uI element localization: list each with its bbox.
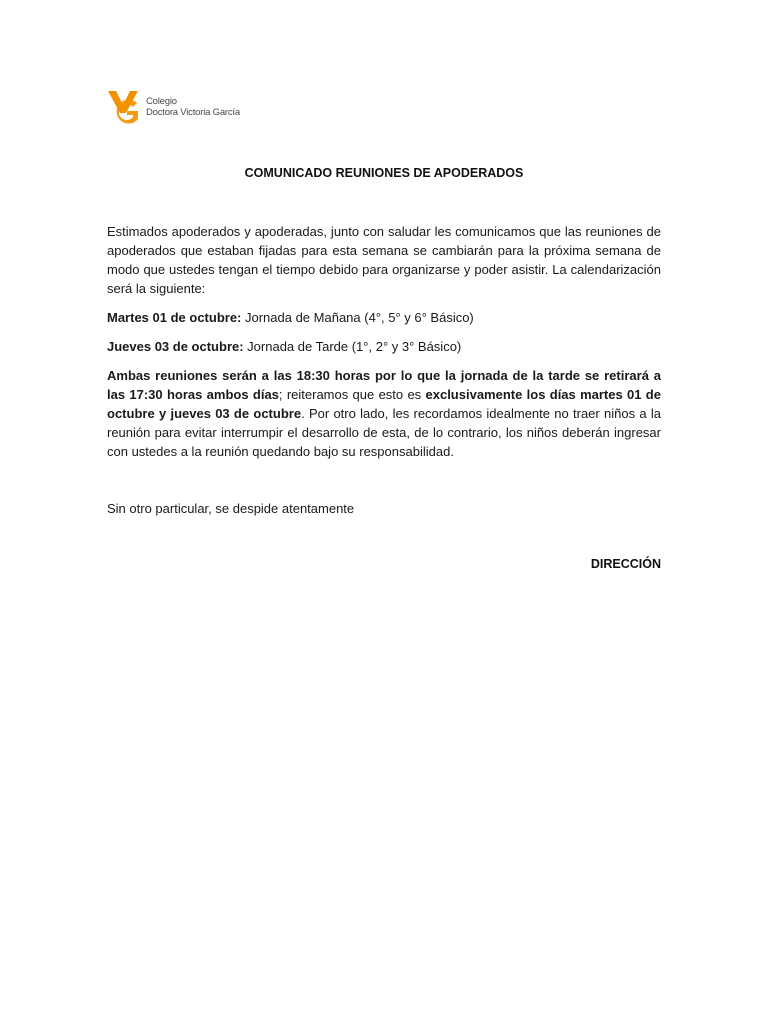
schedule-detail: Jornada de Tarde (1°, 2° y 3° Básico) bbox=[243, 339, 462, 354]
intro-paragraph: Estimados apoderados y apoderadas, junto con saludar les comunicamos que las reuniones de apoderados que estaban fijadas para esta semana se cambiarán para la próxima semana de modo que ustedes tengan el tiempo debido para organizarse y poder asistir. La calendarización será la siguiente: bbox=[107, 224, 661, 296]
document-title: COMUNICADO REUNIONES DE APODERADOS bbox=[244, 166, 524, 180]
signature: DIRECCIÓN bbox=[590, 557, 661, 571]
notice-bold-time: Ambas reuniones serán a las 18:30 horas por lo que la jornada de la tarde se retirará a las 17:30 horas ambos días bbox=[107, 368, 661, 402]
closing-line: Sin otro particular, se despide atentamente bbox=[107, 501, 355, 516]
notice-text-2: . Por otro lado, les recordamos idealmente no traer niños a la reunión para evitar interrumpir el desarrollo de esta, de lo contrario, los niños deberán ingresar con ustedes a la reunión quedando bajo su responsabilidad. bbox=[107, 406, 661, 459]
logo-text bbox=[146, 96, 240, 118]
schedule-date: Jueves 03 de octubre: bbox=[107, 339, 244, 354]
school-logo-icon bbox=[107, 89, 143, 125]
logo-line-2: Doctora Victoria García bbox=[146, 107, 240, 118]
notice-paragraph bbox=[107, 366, 661, 461]
notice-bold-days: exclusivamente los días martes 01 de octubre y jueves 03 de octubre bbox=[107, 387, 661, 421]
schedule-item-thursday bbox=[107, 337, 661, 356]
schedule-detail: Jornada de Mañana (4°, 5° y 6° Básico) bbox=[241, 310, 474, 325]
schedule-item-tuesday bbox=[107, 308, 661, 327]
notice-text-1: ; reiteramos que esto es bbox=[278, 387, 426, 402]
school-logo bbox=[107, 89, 240, 125]
logo-line-1: Colegio bbox=[146, 96, 177, 107]
schedule-date: Martes 01 de octubre: bbox=[107, 310, 242, 325]
